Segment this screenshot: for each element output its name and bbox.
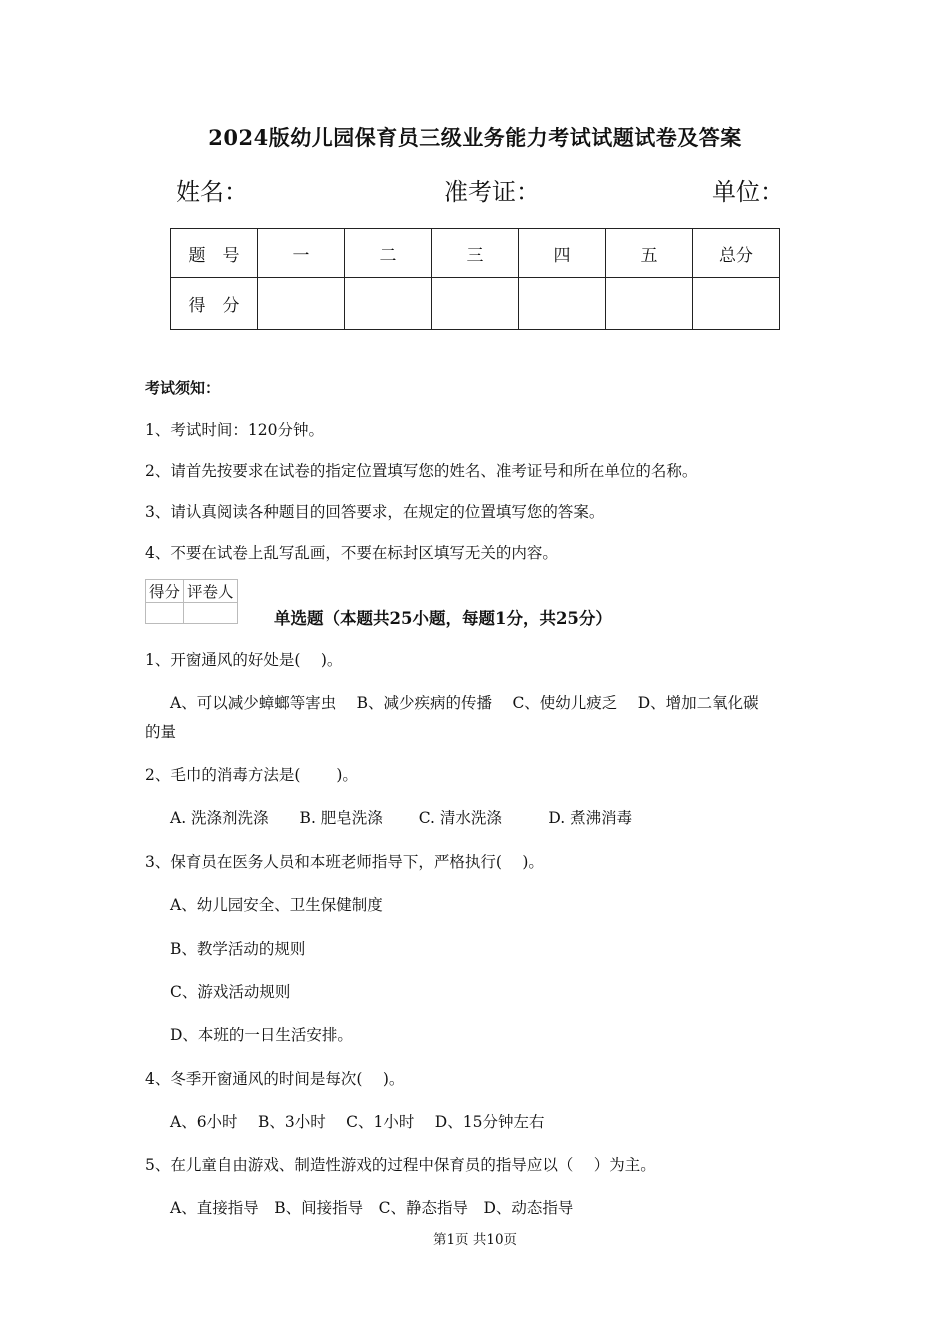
score-table-cell: 五 (606, 229, 693, 278)
question-stem: 3、保育员在医务人员和本班老师指导下，严格执行( )。 (145, 853, 544, 871)
score-table-cell: 二 (345, 229, 432, 278)
notice-item: 4、不要在试卷上乱写乱画，不要在标封区填写无关的内容。 (145, 544, 558, 562)
question-options: A、直接指导 B、间接指导 C、静态指导 D、动态指导 (170, 1199, 574, 1217)
question-stem: 2、毛巾的消毒方法是( )。 (145, 766, 358, 784)
page-footer: 第1页 共10页 (432, 1232, 518, 1248)
notice-item: 3、请认真阅读各种题目的回答要求，在规定的位置填写您的答案。 (145, 503, 605, 521)
notice-item: 2、请首先按要求在试卷的指定位置填写您的姓名、准考证号和所在单位的名称。 (145, 462, 698, 480)
page-title: 2024版幼儿园保育员三级业务能力考试试题试卷及答案 (208, 125, 742, 150)
grader-box-grader-label: 评卷人 (184, 580, 238, 603)
score-table-score-row (171, 278, 780, 330)
score-table-cell: 四 (519, 229, 606, 278)
question-options: A、可以减少蟑螂等害虫 B、减少疾病的传播 C、使幼儿疲乏 D、增加二氧化碳 (170, 694, 759, 712)
notice-heading: 考试须知： (145, 379, 221, 397)
grader-box (145, 579, 238, 624)
score-entry-cell[interactable] (432, 278, 519, 330)
question-option: D、本班的一日生活安排。 (170, 1026, 353, 1044)
score-entry-cell[interactable] (258, 278, 345, 330)
score-entry-cell[interactable] (606, 278, 693, 330)
score-table-cell: 一 (258, 229, 345, 278)
unit-field-label: 单位： (712, 178, 784, 206)
score-table (170, 228, 780, 330)
question-options: A、6小时 B、3小时 C、1小时 D、15分钟左右 (170, 1113, 545, 1131)
score-table-cell: 题 号 (171, 229, 258, 278)
name-field-label: 姓名： (176, 178, 248, 206)
grader-box-score-label: 得分 (146, 580, 184, 603)
grader-box-grader-cell[interactable] (184, 603, 238, 624)
question-option: B、教学活动的规则 (170, 940, 306, 958)
question-option: A、幼儿园安全、卫生保健制度 (170, 896, 383, 914)
score-entry-cell[interactable] (345, 278, 432, 330)
score-row-label: 得 分 (171, 278, 258, 330)
exam-number-field-label: 准考证： (444, 178, 540, 206)
question-stem: 4、冬季开窗通风的时间是每次( )。 (145, 1070, 405, 1088)
question-options: A. 洗涤剂洗涤 B. 肥皂洗涤 C. 清水洗涤 D. 煮沸消毒 (170, 809, 633, 827)
score-table-cell: 三 (432, 229, 519, 278)
score-entry-cell[interactable] (693, 278, 780, 330)
section-title: 单选题（本题共25小题，每题1分，共25分） (274, 609, 612, 628)
score-table-header-row (171, 229, 780, 278)
question-options-continued: 的量 (145, 723, 177, 741)
question-option: C、游戏活动规则 (170, 983, 291, 1001)
question-stem: 5、在儿童自由游戏、制造性游戏的过程中保育员的指导应以（ ）为主。 (145, 1156, 656, 1174)
score-entry-cell[interactable] (519, 278, 606, 330)
notice-item: 1、考试时间：120分钟。 (145, 421, 324, 439)
score-table-cell: 总分 (693, 229, 780, 278)
question-stem: 1、开窗通风的好处是( )。 (145, 651, 343, 669)
grader-box-score-cell[interactable] (146, 603, 184, 624)
